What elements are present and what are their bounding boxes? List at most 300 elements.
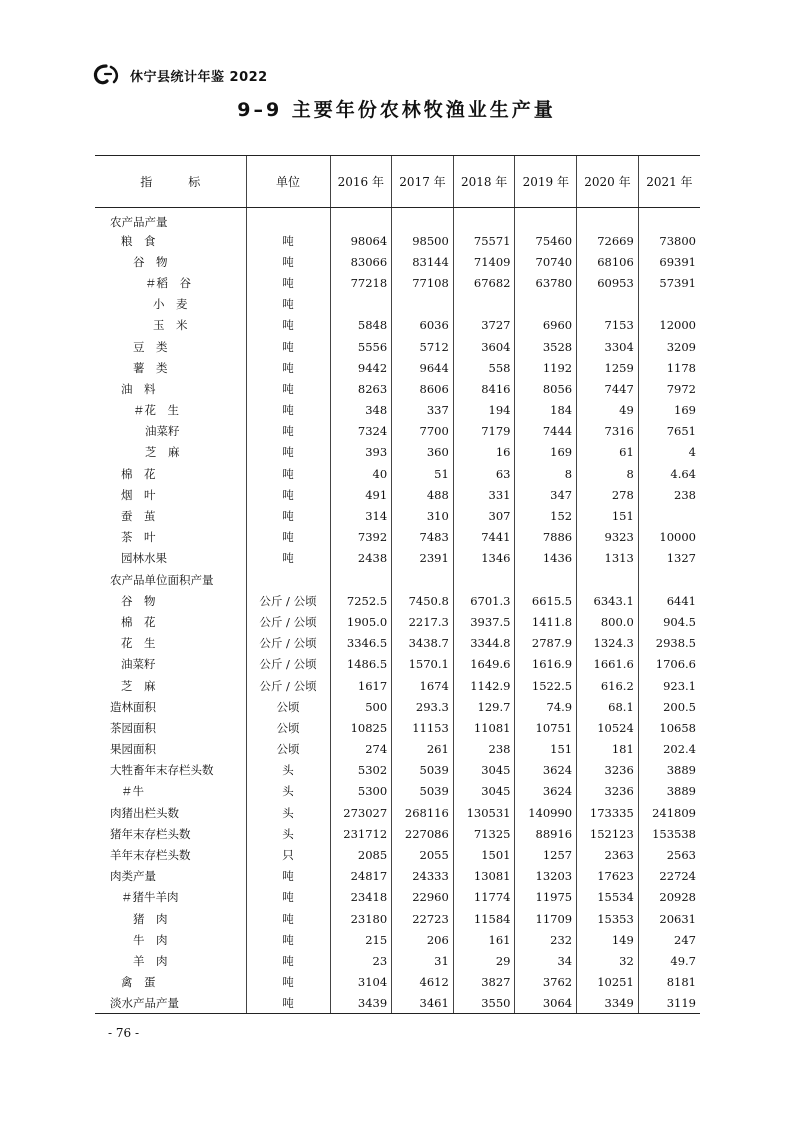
row-unit: 头 [246, 781, 330, 802]
row-indicator-label: 油菜籽 [121, 657, 156, 672]
row-unit: 公斤 / 公顷 [246, 675, 330, 696]
value-cell: 3344.8 [453, 633, 515, 654]
table-row [95, 590, 700, 611]
value-cell: 161 [453, 929, 515, 950]
value-cell: 169 [638, 400, 700, 421]
row-unit: 吨 [246, 505, 330, 526]
value-cell: 1661.6 [577, 654, 639, 675]
value-cell: 4.64 [638, 463, 700, 484]
value-cell: 173335 [577, 802, 639, 823]
value-cell: 3889 [638, 760, 700, 781]
row-indicator-label: 棉 花 [121, 614, 156, 629]
table-row [95, 400, 700, 421]
row-indicator-label: 薯 类 [133, 360, 168, 375]
value-cell: 8606 [392, 378, 454, 399]
row-indicator-label: 农产品产量 [110, 215, 168, 229]
value-cell: 1346 [453, 548, 515, 569]
value-cell: 238 [453, 739, 515, 760]
value-cell: 10524 [577, 717, 639, 738]
table-row [95, 336, 700, 357]
value-cell [577, 569, 639, 590]
value-cell: 2217.3 [392, 611, 454, 632]
value-cell: 1313 [577, 548, 639, 569]
value-cell: 40 [330, 463, 392, 484]
value-cell: 3209 [638, 336, 700, 357]
value-cell: 49 [577, 400, 639, 421]
row-indicator-label: 芝 麻 [121, 678, 156, 693]
value-cell: 83144 [392, 251, 454, 272]
value-cell: 32 [577, 950, 639, 971]
indicator-column-header: 指 标 [95, 156, 246, 208]
value-cell: 247 [638, 929, 700, 950]
value-cell [515, 208, 577, 231]
value-cell: 67682 [453, 272, 515, 293]
table-row [95, 208, 700, 231]
value-cell: 24817 [330, 866, 392, 887]
value-cell: 68.1 [577, 696, 639, 717]
table-row [95, 505, 700, 526]
value-cell: 6701.3 [453, 590, 515, 611]
value-cell: 278 [577, 484, 639, 505]
value-cell: 314 [330, 505, 392, 526]
row-indicator-label: ＃稻 谷 [145, 275, 191, 290]
value-cell: 241809 [638, 802, 700, 823]
value-cell: 194 [453, 400, 515, 421]
table-row [95, 463, 700, 484]
value-cell: 152123 [577, 823, 639, 844]
year-column-header: 2020 年 [577, 156, 639, 208]
production-table [95, 155, 700, 1014]
value-cell: 57391 [638, 272, 700, 293]
value-cell: 11081 [453, 717, 515, 738]
value-cell: 206 [392, 929, 454, 950]
value-cell: 7700 [392, 421, 454, 442]
value-cell: 8 [515, 463, 577, 484]
value-cell: 1706.6 [638, 654, 700, 675]
value-cell: 6615.5 [515, 590, 577, 611]
row-unit: 只 [246, 844, 330, 865]
row-unit: 吨 [246, 463, 330, 484]
value-cell: 347 [515, 484, 577, 505]
value-cell [330, 208, 392, 231]
value-cell: 491 [330, 484, 392, 505]
table-row [95, 484, 700, 505]
value-cell: 1616.9 [515, 654, 577, 675]
value-cell: 10825 [330, 717, 392, 738]
row-unit: 公斤 / 公顷 [246, 590, 330, 611]
value-cell: 29 [453, 950, 515, 971]
value-cell: 75571 [453, 230, 515, 251]
value-cell: 63 [453, 463, 515, 484]
value-cell: 22960 [392, 887, 454, 908]
value-cell: 7483 [392, 527, 454, 548]
value-cell: 23418 [330, 887, 392, 908]
value-cell: 11975 [515, 887, 577, 908]
table-row [95, 527, 700, 548]
year-column-header: 2017 年 [392, 156, 454, 208]
value-cell: 11709 [515, 908, 577, 929]
row-indicator-label: 猪 肉 [133, 911, 168, 926]
value-cell: 23180 [330, 908, 392, 929]
row-indicator-label: 牛 肉 [133, 932, 168, 947]
value-cell: 8181 [638, 972, 700, 993]
value-cell: 1142.9 [453, 675, 515, 696]
row-unit: 吨 [246, 400, 330, 421]
value-cell: 151 [577, 505, 639, 526]
value-cell [638, 505, 700, 526]
value-cell: 3889 [638, 781, 700, 802]
row-indicator-label: 淡水产品产量 [95, 993, 246, 1014]
value-cell: 34 [515, 950, 577, 971]
value-cell: 7886 [515, 527, 577, 548]
value-cell: 6343.1 [577, 590, 639, 611]
value-cell [392, 294, 454, 315]
value-cell: 2938.5 [638, 633, 700, 654]
row-indicator-label: 油菜籽 [145, 424, 180, 439]
value-cell: 7252.5 [330, 590, 392, 611]
value-cell: 16 [453, 442, 515, 463]
value-cell: 1257 [515, 844, 577, 865]
value-cell: 68106 [577, 251, 639, 272]
table-row [95, 908, 700, 929]
row-indicator-label: 果园面积 [110, 742, 156, 757]
table-row [95, 739, 700, 760]
value-cell: 10751 [515, 717, 577, 738]
value-cell: 4 [638, 442, 700, 463]
value-cell: 77108 [392, 272, 454, 293]
value-cell [515, 294, 577, 315]
row-indicator-label: 蚕 茧 [121, 509, 156, 524]
row-unit [246, 208, 330, 231]
value-cell: 5039 [392, 760, 454, 781]
value-cell [577, 208, 639, 231]
value-cell: 71325 [453, 823, 515, 844]
value-cell [392, 569, 454, 590]
value-cell: 2085 [330, 844, 392, 865]
value-cell: 307 [453, 505, 515, 526]
row-unit: 吨 [246, 251, 330, 272]
row-unit: 吨 [246, 527, 330, 548]
table-row [95, 378, 700, 399]
value-cell: 9323 [577, 527, 639, 548]
value-cell: 7392 [330, 527, 392, 548]
value-cell: 15353 [577, 908, 639, 929]
table-row [95, 717, 700, 738]
row-unit: 吨 [246, 993, 330, 1014]
value-cell: 10251 [577, 972, 639, 993]
year-column-header: 2019 年 [515, 156, 577, 208]
value-cell: 2391 [392, 548, 454, 569]
page-title: 9–9 主要年份农林牧渔业生产量 [237, 99, 556, 121]
value-cell [330, 569, 392, 590]
table-row [95, 315, 700, 336]
value-cell: 8 [577, 463, 639, 484]
table-header-row [95, 156, 700, 208]
value-cell: 8056 [515, 378, 577, 399]
value-cell: 1649.6 [453, 654, 515, 675]
value-cell: 129.7 [453, 696, 515, 717]
row-unit: 公顷 [246, 739, 330, 760]
value-cell: 5848 [330, 315, 392, 336]
value-cell: 75460 [515, 230, 577, 251]
value-cell: 1411.8 [515, 611, 577, 632]
value-cell: 200.5 [638, 696, 700, 717]
book-title: 休宁县统计年鉴 2022 [130, 69, 268, 85]
row-unit: 吨 [246, 908, 330, 929]
value-cell: 393 [330, 442, 392, 463]
value-cell: 77218 [330, 272, 392, 293]
table-row [95, 950, 700, 971]
value-cell: 24333 [392, 866, 454, 887]
value-cell: 184 [515, 400, 577, 421]
value-cell: 22723 [392, 908, 454, 929]
value-cell: 1192 [515, 357, 577, 378]
value-cell: 72669 [577, 230, 639, 251]
value-cell: 169 [515, 442, 577, 463]
row-indicator-label: 粮 食 [121, 233, 156, 248]
value-cell: 5039 [392, 781, 454, 802]
row-indicator-label: 羊 肉 [133, 953, 168, 968]
value-cell: 488 [392, 484, 454, 505]
row-indicator-label: 羊年末存栏头数 [110, 848, 191, 863]
value-cell: 310 [392, 505, 454, 526]
table-row [95, 887, 700, 908]
value-cell: 73800 [638, 230, 700, 251]
table-row [95, 294, 700, 315]
table-row [95, 844, 700, 865]
value-cell: 800.0 [577, 611, 639, 632]
value-cell: 261 [392, 739, 454, 760]
year-column-header: 2021 年 [638, 156, 700, 208]
value-cell: 273027 [330, 802, 392, 823]
value-cell: 1501 [453, 844, 515, 865]
value-cell: 70740 [515, 251, 577, 272]
value-cell: 1327 [638, 548, 700, 569]
table-row [95, 781, 700, 802]
row-indicator-label: 造林面积 [110, 699, 156, 714]
value-cell: 7153 [577, 315, 639, 336]
value-cell: 83066 [330, 251, 392, 272]
value-cell: 63780 [515, 272, 577, 293]
table-row [95, 993, 700, 1014]
value-cell: 7972 [638, 378, 700, 399]
value-cell: 69391 [638, 251, 700, 272]
value-cell: 10658 [638, 717, 700, 738]
value-cell: 49.7 [638, 950, 700, 971]
value-cell: 98064 [330, 230, 392, 251]
value-cell: 1486.5 [330, 654, 392, 675]
value-cell: 5556 [330, 336, 392, 357]
value-cell: 7444 [515, 421, 577, 442]
value-cell: 3438.7 [392, 633, 454, 654]
value-cell: 3727 [453, 315, 515, 336]
value-cell: 5300 [330, 781, 392, 802]
value-cell: 3346.5 [330, 633, 392, 654]
value-cell: 3528 [515, 336, 577, 357]
row-indicator-label: 芝 麻 [145, 445, 180, 460]
value-cell: 9442 [330, 357, 392, 378]
value-cell: 3045 [453, 760, 515, 781]
value-cell: 7179 [453, 421, 515, 442]
value-cell: 22724 [638, 866, 700, 887]
value-cell: 149 [577, 929, 639, 950]
value-cell [577, 294, 639, 315]
row-indicator-label: 花 生 [121, 636, 156, 651]
value-cell: 17623 [577, 866, 639, 887]
value-cell: 11153 [392, 717, 454, 738]
value-cell: 3236 [577, 760, 639, 781]
value-cell: 8263 [330, 378, 392, 399]
value-cell: 4612 [392, 972, 454, 993]
value-cell: 7441 [453, 527, 515, 548]
value-cell: 3064 [515, 993, 577, 1014]
value-cell: 238 [638, 484, 700, 505]
row-indicator-label: 农产品单位面积产量 [110, 572, 214, 587]
value-cell: 3104 [330, 972, 392, 993]
row-unit: 吨 [246, 484, 330, 505]
row-indicator-label: ＃牛 [121, 784, 144, 799]
value-cell: 130531 [453, 802, 515, 823]
row-unit: 头 [246, 802, 330, 823]
row-unit: 吨 [246, 929, 330, 950]
table-row [95, 633, 700, 654]
value-cell: 60953 [577, 272, 639, 293]
table-row [95, 972, 700, 993]
value-cell: 3304 [577, 336, 639, 357]
value-cell [392, 208, 454, 231]
value-cell: 558 [453, 357, 515, 378]
unit-column-header: 单位 [246, 156, 330, 208]
value-cell: 140990 [515, 802, 577, 823]
row-unit: 公斤 / 公顷 [246, 654, 330, 675]
value-cell: 51 [392, 463, 454, 484]
table-row [95, 357, 700, 378]
value-cell: 74.9 [515, 696, 577, 717]
value-cell [638, 208, 700, 231]
value-cell: 7450.8 [392, 590, 454, 611]
value-cell: 7447 [577, 378, 639, 399]
table-row [95, 760, 700, 781]
page-header [92, 62, 268, 88]
row-indicator-label: 园林水果 [121, 551, 167, 566]
value-cell [453, 208, 515, 231]
value-cell: 13203 [515, 866, 577, 887]
row-unit: 公顷 [246, 717, 330, 738]
yearbook-logo-icon [92, 63, 122, 87]
row-indicator-label: 肉猪出栏头数 [110, 805, 179, 820]
value-cell [638, 569, 700, 590]
row-unit: 头 [246, 760, 330, 781]
value-cell: 6960 [515, 315, 577, 336]
value-cell: 923.1 [638, 675, 700, 696]
value-cell: 1570.1 [392, 654, 454, 675]
row-indicator-label: 棉 花 [121, 466, 156, 481]
value-cell: 1674 [392, 675, 454, 696]
value-cell: 337 [392, 400, 454, 421]
value-cell: 10000 [638, 527, 700, 548]
value-cell: 31 [392, 950, 454, 971]
value-cell: 3827 [453, 972, 515, 993]
value-cell: 1522.5 [515, 675, 577, 696]
value-cell: 215 [330, 929, 392, 950]
value-cell [515, 569, 577, 590]
row-unit: 吨 [246, 548, 330, 569]
value-cell: 331 [453, 484, 515, 505]
value-cell: 13081 [453, 866, 515, 887]
value-cell: 2363 [577, 844, 639, 865]
value-cell: 3550 [453, 993, 515, 1014]
value-cell: 61 [577, 442, 639, 463]
row-unit: 吨 [246, 315, 330, 336]
value-cell: 2438 [330, 548, 392, 569]
value-cell: 6036 [392, 315, 454, 336]
value-cell: 3236 [577, 781, 639, 802]
value-cell [330, 294, 392, 315]
value-cell: 1178 [638, 357, 700, 378]
value-cell: 3045 [453, 781, 515, 802]
value-cell: 1259 [577, 357, 639, 378]
row-unit: 公斤 / 公顷 [246, 633, 330, 654]
row-indicator-label: 大牲畜年末存栏头数 [110, 763, 214, 778]
value-cell: 3604 [453, 336, 515, 357]
row-indicator-label: 小 麦 [153, 297, 188, 312]
value-cell: 15534 [577, 887, 639, 908]
value-cell [453, 294, 515, 315]
value-cell: 3624 [515, 760, 577, 781]
table-row [95, 675, 700, 696]
value-cell: 202.4 [638, 739, 700, 760]
table-row [95, 654, 700, 675]
page-number: - 76 - [108, 1026, 140, 1040]
value-cell: 348 [330, 400, 392, 421]
value-cell: 904.5 [638, 611, 700, 632]
row-indicator-label: 玉 米 [153, 318, 188, 333]
value-cell: 3349 [577, 993, 639, 1014]
value-cell: 9644 [392, 357, 454, 378]
value-cell: 3762 [515, 972, 577, 993]
row-unit: 吨 [246, 357, 330, 378]
row-indicator-label: 油 料 [121, 381, 156, 396]
row-indicator-label: 谷 物 [133, 254, 168, 269]
row-indicator-label: ＃猪牛羊肉 [121, 890, 179, 905]
table-row [95, 802, 700, 823]
value-cell: 88916 [515, 823, 577, 844]
value-cell: 3439 [330, 993, 392, 1014]
year-column-header: 2018 年 [453, 156, 515, 208]
value-cell: 293.3 [392, 696, 454, 717]
row-unit [246, 569, 330, 590]
row-indicator-label: 豆 类 [133, 339, 168, 354]
row-unit: 吨 [246, 230, 330, 251]
value-cell: 181 [577, 739, 639, 760]
value-cell: 1905.0 [330, 611, 392, 632]
row-unit: 吨 [246, 887, 330, 908]
value-cell: 11774 [453, 887, 515, 908]
value-cell: 23 [330, 950, 392, 971]
value-cell: 151 [515, 739, 577, 760]
value-cell: 12000 [638, 315, 700, 336]
row-indicator-label: 烟 叶 [121, 487, 156, 502]
value-cell: 3461 [392, 993, 454, 1014]
row-unit: 吨 [246, 378, 330, 399]
value-cell: 5302 [330, 760, 392, 781]
value-cell: 152 [515, 505, 577, 526]
row-unit: 吨 [246, 336, 330, 357]
year-column-header: 2016 年 [330, 156, 392, 208]
value-cell: 20928 [638, 887, 700, 908]
value-cell: 227086 [392, 823, 454, 844]
value-cell: 11584 [453, 908, 515, 929]
